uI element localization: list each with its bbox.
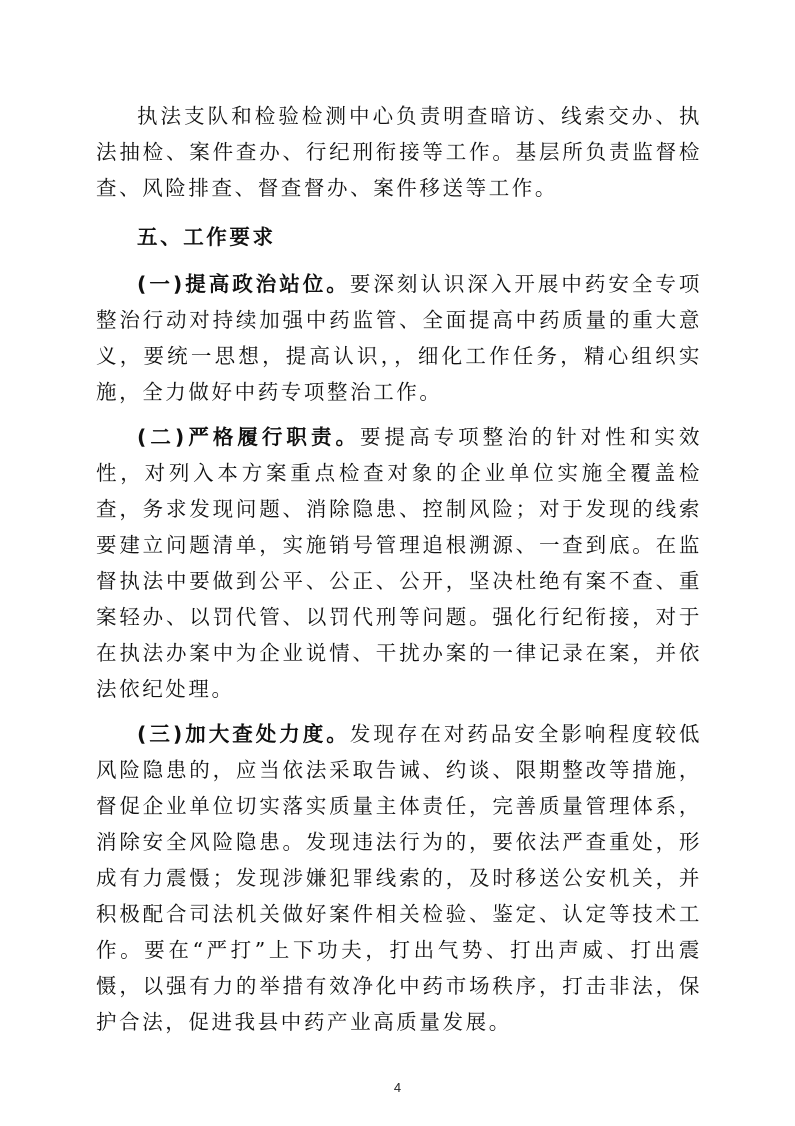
requirement-item-2-text: 要提高专项整治的针对性和实效性，对列入本方案重点检查对象的企业单位实施全覆盖检查，务求发现问题、消除隐患、控制风险；对于发现的线索要建立问题清单，实施销号管理追根溯源、一查到底。在监督执法中要做到公平、公正、公开，坚决杜绝有案不查、重案轻办、以罚代管、以罚代刑等问题。强化行纪衔接，对于在执法办案中为企业说情、干扰办案的一律记录在案，并依法依纪处理。 (96, 425, 702, 701)
requirement-item-3 (96, 716, 702, 1040)
requirement-item-2-lead: (二)严格履行职责。 (137, 425, 361, 449)
section-heading: 五、工作要求 (137, 225, 276, 249)
requirement-item-3-text: 发现存在对药品安全影响程度较低风险隐患的，应当依法采取告诫、约谈、限期整改等措施，督促企业单位切实落实质量主体责任，完善质量管理体系，消除安全风险隐患。发现违法行为的，要依法严查重处，形成有力震慑；发现涉嫌犯罪线索的，及时移送公安机关，并积极配合司法机关做好案件相关检验、鉴定、认定等技术工作。要在“严打”上下功夫，打出气势、打出声威、打出震慑，以强有力的举措有效净化中药市场秩序，打击非法，保护合法，促进我县中药产业高质量发展。 (96, 722, 702, 1034)
page-number: 4 (393, 1080, 402, 1095)
requirement-item-1-text: 要深刻认识深入开展中药安全专项整治行动对持续加强中药监管、全面提高中药质量的重大意义，要统一思想，提高认识，，细化工作任务，精心组织实施，全力做好中药专项整治工作。 (96, 272, 702, 404)
requirement-item-2 (96, 419, 702, 707)
requirement-item-1-lead: (一)提高政治站位。 (137, 272, 350, 296)
requirement-item-1 (96, 266, 702, 410)
requirement-item-3-lead: (三)加大查处力度。 (137, 722, 350, 746)
document-body (96, 98, 702, 1040)
intro-paragraph: 执法支队和检验检测中心负责明查暗访、线索交办、执法抽检、案件查办、行纪刑衔接等工作。基层所负责监督检查、风险排查、督查督办、案件移送等工作。 (96, 104, 702, 200)
